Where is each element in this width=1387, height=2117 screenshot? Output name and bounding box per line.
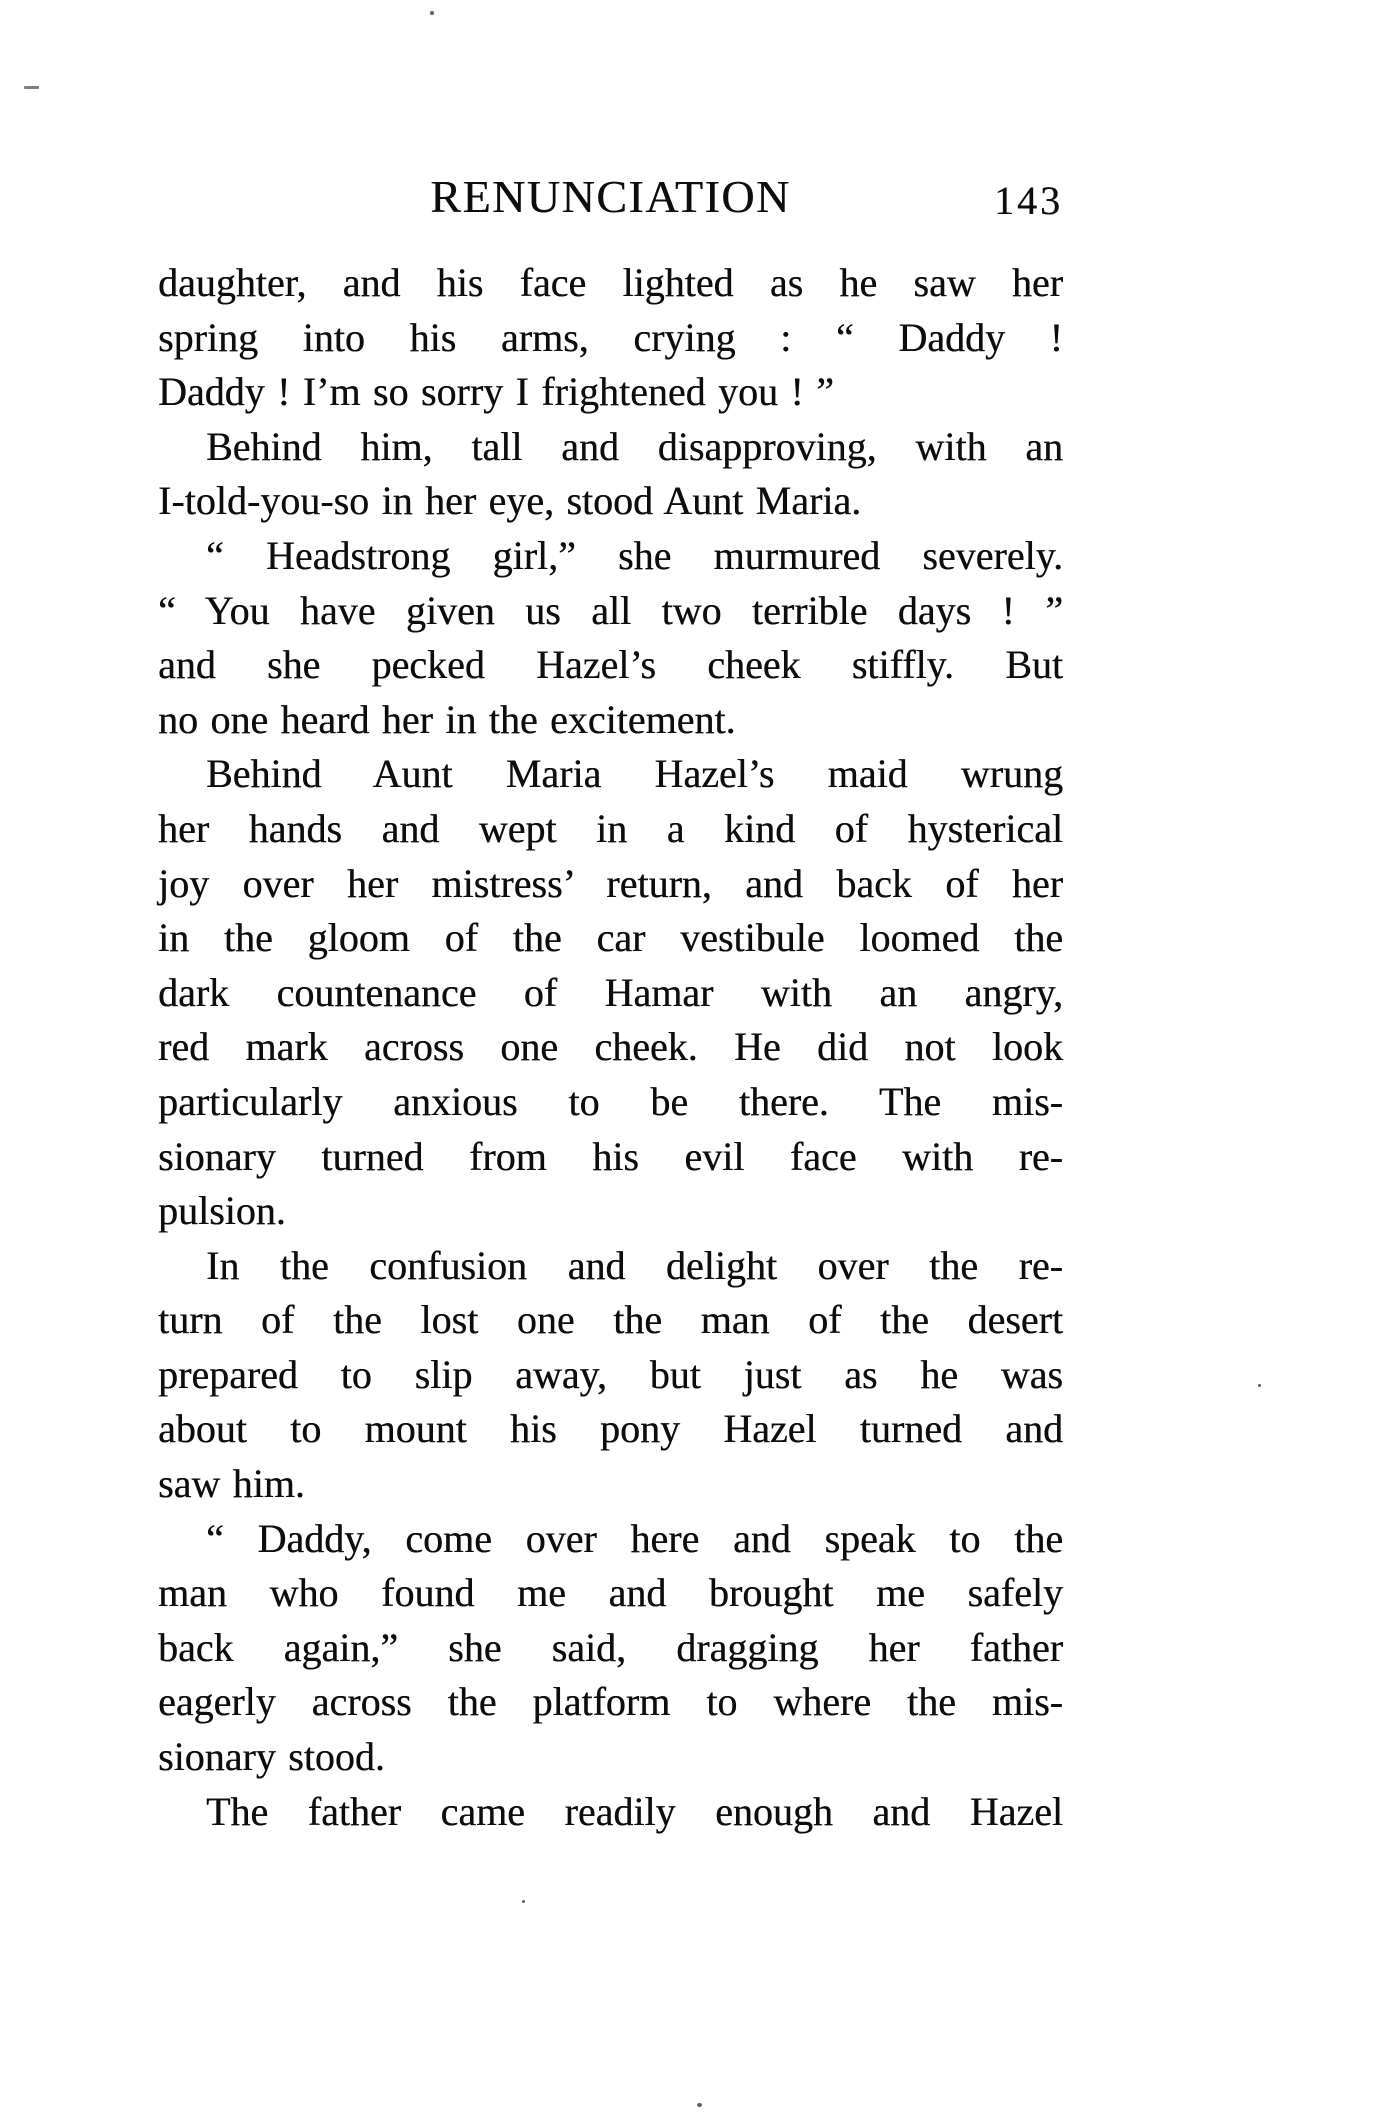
- text-line: sionary turned from his evil face with re-: [158, 1133, 1063, 1179]
- page-header: [158, 170, 1063, 224]
- text-line: turn of the lost one the man of the desert: [158, 1297, 1063, 1343]
- scan-artifact: [430, 11, 434, 15]
- text-line: her hands and wept in a kind of hysterical: [158, 805, 1063, 851]
- scan-artifact: [697, 2103, 702, 2107]
- text-line: The father came readily enough and Hazel: [206, 1788, 1063, 1834]
- text-line: back again,” she said, dragging her father: [158, 1624, 1063, 1670]
- text-line: red mark across one cheek. He did not look: [158, 1024, 1063, 1070]
- text-line: Daddy ! I’m so sorry I frightened you ! ”: [158, 369, 834, 415]
- text-line: I-told-you-so in her eye, stood Aunt Maria.: [158, 478, 862, 524]
- text-line: daughter, and his face lighted as he saw her: [158, 260, 1063, 305]
- scan-artifact: [522, 1900, 525, 1903]
- text-line: prepared to slip away, but just as he was: [158, 1351, 1063, 1397]
- text-line: particularly anxious to be there. The mis-: [158, 1078, 1063, 1124]
- text-line: eagerly across the platform to where the mis-: [158, 1679, 1063, 1725]
- text-line: in the gloom of the car vestibule loomed the: [158, 915, 1063, 961]
- running-title: RENUNCIATION: [430, 171, 791, 222]
- text-line: man who found me and brought me safely: [158, 1570, 1063, 1616]
- text-line: Behind him, tall and disapproving, with an: [206, 423, 1063, 469]
- text-line: no one heard her in the excitement.: [158, 696, 736, 742]
- text-line: joy over her mistress’ return, and back of her: [158, 860, 1063, 906]
- text-line: Behind Aunt Maria Hazel’s maid wrung: [206, 751, 1063, 797]
- text-line: “ Headstrong girl,” she murmured severely.: [206, 532, 1063, 578]
- text-line: “ Daddy, come over here and speak to the: [206, 1515, 1063, 1561]
- body-text: [158, 256, 1063, 1839]
- scan-artifact: [24, 86, 39, 89]
- text-line: spring into his arms, crying : “ Daddy !: [158, 314, 1063, 360]
- text-line: In the confusion and delight over the re-: [206, 1242, 1063, 1288]
- text-line: sionary stood.: [158, 1734, 385, 1780]
- text-line: pulsion.: [158, 1188, 286, 1234]
- text-line: and she pecked Hazel’s cheek stiffly. But: [158, 642, 1063, 688]
- text-block: [158, 170, 1063, 1839]
- text-line: saw him.: [158, 1461, 305, 1507]
- text-line: about to mount his pony Hazel turned and: [158, 1406, 1063, 1452]
- page-number: 143: [994, 178, 1063, 223]
- text-line: dark countenance of Hamar with an angry,: [158, 969, 1063, 1015]
- text-line: “ You have given us all two terrible days ! ”: [158, 587, 1063, 633]
- scan-artifact: [1258, 1384, 1261, 1387]
